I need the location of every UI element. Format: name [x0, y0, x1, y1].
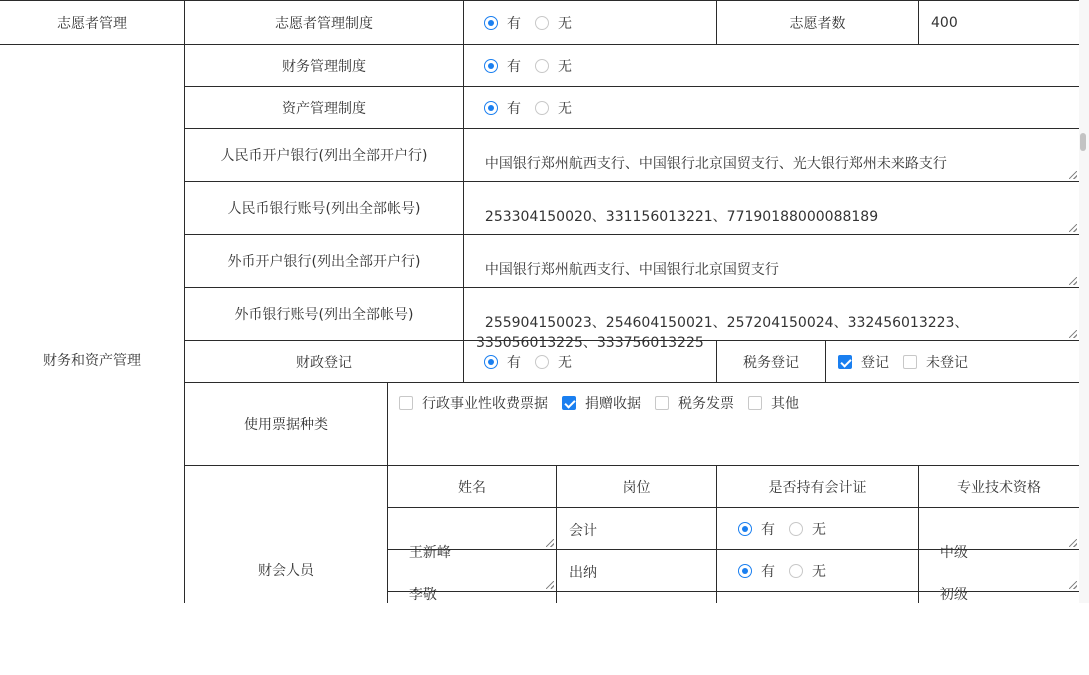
staff-row-1-cert-yes[interactable]: 有	[738, 519, 775, 539]
asset-system-no[interactable]: 无	[535, 98, 572, 118]
radio-checked-icon	[738, 564, 752, 578]
checkbox-unchecked-icon	[655, 396, 669, 410]
fx-bank-label: 外币开户银行(列出全部开户行)	[227, 254, 421, 270]
radio-checked-icon	[484, 101, 498, 115]
staff-row-2-cert-no[interactable]: 无	[789, 561, 826, 581]
fiscal-reg-yes[interactable]: 有	[484, 352, 521, 372]
fx-account-label: 外币银行账号(列出全部帐号)	[234, 307, 414, 323]
fx-bank-textarea[interactable]: 中国银行郑州航西支行、中国银行北京国贸支行	[464, 235, 1079, 287]
radio-unchecked-icon	[535, 16, 549, 30]
bill-types-label: 使用票据种类	[244, 417, 328, 433]
staff-row-2-certificate	[738, 550, 840, 591]
resize-handle-icon[interactable]	[1069, 171, 1077, 179]
bill-type-admin-fee[interactable]: 行政事业性收费票据	[399, 393, 548, 413]
checkbox-unchecked-icon	[748, 396, 762, 410]
bill-type-tax-invoice[interactable]: 税务发票	[655, 393, 734, 413]
bill-type-donation-receipt[interactable]: 捐赠收据	[562, 393, 641, 413]
volunteer-system-label: 志愿者管理制度	[275, 15, 373, 32]
resize-handle-icon[interactable]	[1069, 539, 1077, 547]
asset-system-radio-group	[484, 87, 586, 128]
resize-handle-icon[interactable]	[546, 539, 554, 547]
radio-checked-icon	[484, 355, 498, 369]
checkbox-checked-icon	[838, 355, 852, 369]
tax-reg-check-group	[838, 341, 982, 382]
radio-checked-icon	[738, 522, 752, 536]
volunteer-system-yes[interactable]: 有	[484, 13, 521, 33]
tax-reg-registered[interactable]: 登记	[838, 352, 889, 372]
fiscal-reg-label: 财政登记	[296, 354, 352, 371]
staff-header-post: 岗位	[622, 479, 651, 496]
checkbox-checked-icon	[562, 396, 576, 410]
rmb-account-label: 人民币银行账号(列出全部帐号)	[227, 201, 421, 217]
resize-handle-icon[interactable]	[1069, 277, 1077, 285]
rmb-bank-textarea[interactable]: 中国银行郑州航西支行、中国银行北京国贸支行、光大银行郑州未来路支行	[464, 129, 1079, 181]
radio-unchecked-icon	[535, 101, 549, 115]
resize-handle-icon[interactable]	[546, 581, 554, 589]
resize-handle-icon[interactable]	[1069, 581, 1077, 589]
radio-unchecked-icon	[535, 355, 549, 369]
fiscal-reg-radio-group	[484, 341, 586, 382]
staff-row-1-certificate	[738, 508, 840, 549]
staff-row-2-qualification[interactable]: 初级	[919, 550, 1079, 591]
rmb-account-textarea[interactable]: 253304150020、331156013221、77190188000088189	[464, 182, 1079, 234]
radio-checked-icon	[484, 16, 498, 30]
bill-types-check-group	[399, 393, 813, 413]
fx-account-textarea[interactable]: 255904150023、254604150021、257204150024、332456013223、 335056013225、333756013225	[464, 288, 1079, 340]
staff-row-1-post[interactable]: 会计	[569, 523, 597, 539]
staff-row-2-cert-yes[interactable]: 有	[738, 561, 775, 581]
tax-reg-label: 税务登记	[743, 354, 799, 371]
staff-header-certificate: 是否持有会计证	[768, 479, 867, 496]
tax-reg-unregistered[interactable]: 未登记	[903, 352, 968, 372]
staff-row-2-post[interactable]: 出纳	[569, 565, 597, 581]
volunteer-system-no[interactable]: 无	[535, 13, 572, 33]
checkbox-unchecked-icon	[399, 396, 413, 410]
radio-unchecked-icon	[789, 522, 803, 536]
volunteer-count-label: 志愿者数	[789, 15, 846, 32]
bill-type-other[interactable]: 其他	[748, 393, 799, 413]
radio-checked-icon	[484, 59, 498, 73]
resize-handle-icon[interactable]	[1069, 330, 1077, 338]
staff-header-qualification: 专业技术资格	[957, 479, 1041, 496]
checkbox-unchecked-icon	[903, 355, 917, 369]
staff-row-2-name[interactable]: 李敬	[388, 550, 556, 591]
staff-row-1-name[interactable]: 王新峰	[388, 508, 556, 549]
asset-system-label: 资产管理制度	[282, 100, 366, 117]
finance-system-yes[interactable]: 有	[484, 56, 521, 76]
staff-header-name: 姓名	[458, 479, 486, 496]
scrollbar-thumb[interactable]	[1080, 133, 1086, 151]
staff-label: 财会人员	[258, 563, 314, 579]
finance-system-label: 财务管理制度	[282, 58, 366, 75]
finance-section-label: 财务和资产管理	[43, 353, 141, 369]
finance-system-no[interactable]: 无	[535, 56, 572, 76]
fiscal-reg-no[interactable]: 无	[535, 352, 572, 372]
asset-system-yes[interactable]: 有	[484, 98, 521, 118]
finance-system-radio-group	[484, 45, 586, 86]
volunteer-system-radio-group	[484, 1, 586, 44]
radio-unchecked-icon	[535, 59, 549, 73]
volunteer-count-input[interactable]: 400	[931, 15, 958, 31]
rmb-bank-label: 人民币开户银行(列出全部开户行)	[220, 148, 428, 164]
staff-row-1-cert-no[interactable]: 无	[789, 519, 826, 539]
resize-handle-icon[interactable]	[1069, 224, 1077, 232]
staff-row-1-qualification[interactable]: 中级	[919, 508, 1079, 549]
volunteer-section-label: 志愿者管理	[57, 15, 127, 32]
vertical-scrollbar[interactable]	[1079, 0, 1089, 603]
radio-unchecked-icon	[789, 564, 803, 578]
